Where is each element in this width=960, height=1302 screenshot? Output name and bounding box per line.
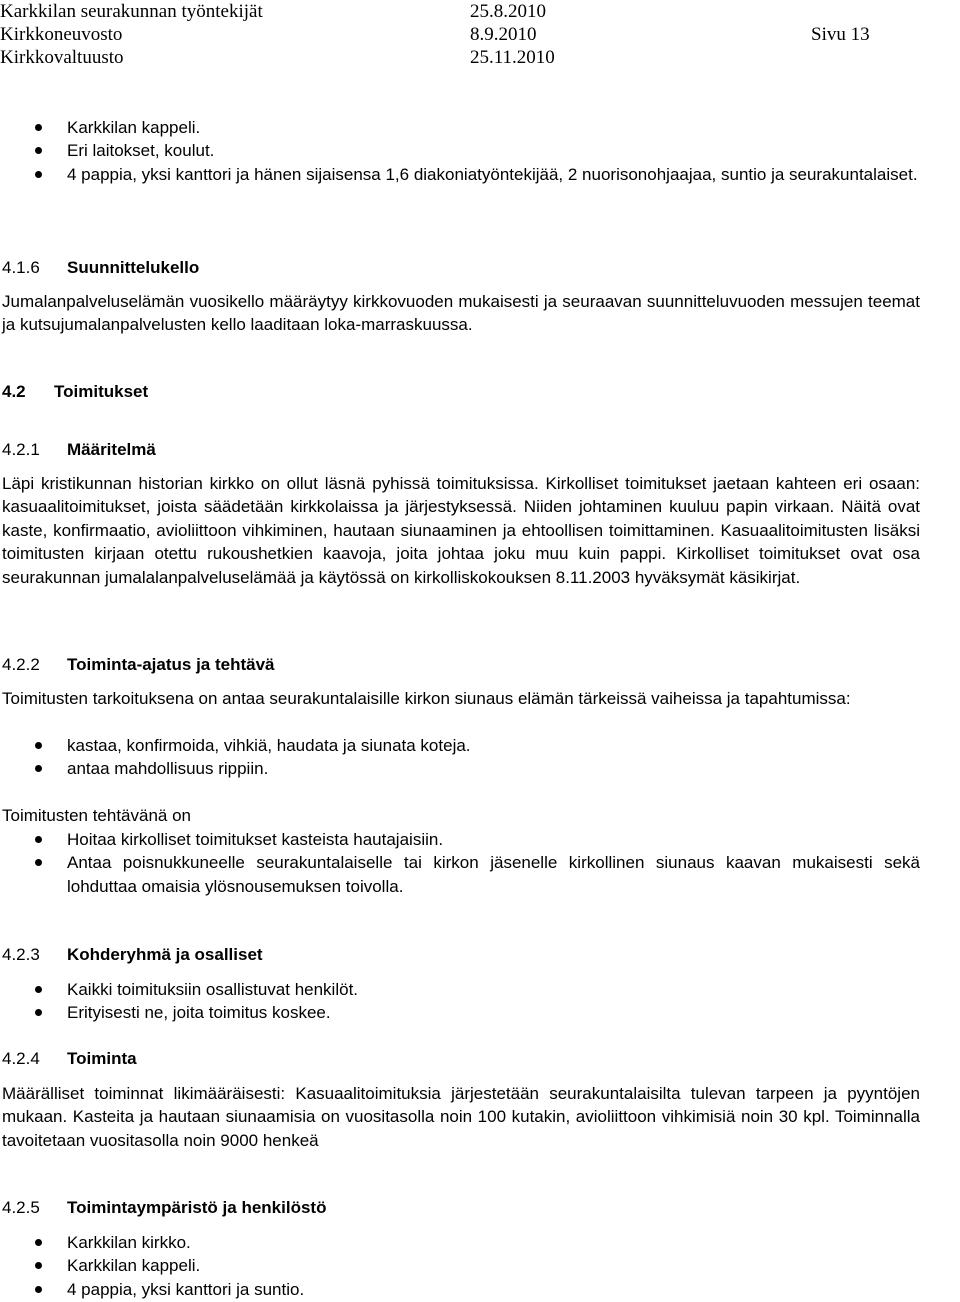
bullet-list-4-2-3 [2, 978, 920, 1025]
header-date-2: 8.9.2010 [470, 24, 537, 45]
top-bullet-list [2, 116, 920, 186]
list-item: Erityisesti ne, joita toimitus koskee. [2, 1001, 920, 1024]
section-intro2-4-2-2: Toimitusten tehtävänä on [2, 806, 192, 825]
section-heading-4-2-1 [2, 438, 156, 461]
section-heading-4-1-6 [2, 256, 199, 279]
header-date-1: 25.8.2010 [470, 1, 546, 22]
section-number: 4.2.4 [2, 1049, 40, 1068]
section-text-4-2-4: Määrälliset toiminnat likimääräisesti: Kasuaalitoimituksia järjestetään seurakuntalaisilta tulevan tarpeen ja pyyntöjen mukaan. Kasteita ja hautaan siunaamisia on vuositasolla noin 100 kutakin, avioliittoon vihkimisiä noin 30 kpl. Toiminnalla tavoitetaan vuositasolla noin 9000 henkeä [2, 1084, 920, 1150]
list-item: Karkkilan kirkko. [2, 1231, 920, 1254]
section-number: 4.1.6 [2, 258, 40, 277]
section-number: 4.2.1 [2, 440, 40, 459]
bullet-list-4-2-5 [2, 1231, 920, 1301]
section-number: 4.2.3 [2, 945, 40, 964]
section-heading-4-2-4 [2, 1047, 137, 1070]
section-text-4-2-1: Läpi kristikunnan historian kirkko on ollut läsnä pyhissä toimituksissa. Kirkolliset toimitukset jaetaan kahteen eri osaan: kasuaalitoimitukset, joista säädetään kirkkolaissa ja järjestyksessä. Niiden johtaminen kuuluu papin virkaan. Näitä ovat kaste, konfirmaatio, avioliittoon vihkiminen, hautaan siunaaminen ja ehtoollisen toimittaminen. Kasuaalitoimitusten lisäksi toimitusten kirjaan otettu rukoushetkien kaavoja, joita johtaa joku muu kuin pappi. Kirkolliset toimitukset ovat osa seurakunnan jumalalanpalveluselämää ja käytössä on kirkolliskokouksen 8.11.2003 hyväksymät käsikirjat. [2, 474, 920, 587]
section-title: Kohderyhmä ja osalliset [67, 945, 263, 964]
section-title: Toimitukset [54, 382, 149, 401]
list-item: antaa mahdollisuus rippiin. [2, 757, 920, 780]
list-item: 4 pappia, yksi kanttori ja suntio. [2, 1278, 920, 1301]
section-title: Suunnittelukello [67, 258, 200, 277]
list-item: Antaa poisnukkuneelle seurakuntalaiselle tai kirkon jäsenelle kirkollinen siunaus kaavan mukaisesti sekä lohduttaa omaisia ylösnousemuksen toivolla. [2, 851, 920, 898]
list-item: 4 pappia, yksi kanttori ja hänen sijaisensa 1,6 diakoniatyöntekijää, 2 nuorisonohjaajaa, suntio ja seurakuntalaiset. [2, 163, 920, 186]
section-heading-4-2-5 [2, 1196, 326, 1219]
header-org-2: Kirkkoneuvosto [0, 24, 123, 45]
header-org-3: Kirkkovaltuusto [0, 47, 124, 68]
section-intro-4-2-2: Toimitusten tarkoituksena on antaa seurakuntalaisille kirkon siunaus elämän tärkeissä vaiheissa ja tapahtumissa: [2, 689, 851, 708]
section-title: Toiminta [67, 1049, 137, 1068]
section-title: Toiminta-ajatus ja tehtävä [67, 655, 275, 674]
list-item: Hoitaa kirkolliset toimitukset kasteista hautajaisiin. [2, 828, 920, 851]
page-number: Sivu 13 [811, 24, 870, 45]
section-title: Määritelmä [67, 440, 156, 459]
header-org-1: Karkkilan seurakunnan työntekijät [0, 1, 263, 22]
list-item: kastaa, konfirmoida, vihkiä, haudata ja siunata koteja. [2, 734, 920, 757]
list-item: Karkkilan kappeli. [2, 116, 920, 139]
list-item: Karkkilan kappeli. [2, 1254, 920, 1277]
list-item: Eri laitokset, koulut. [2, 139, 920, 162]
section-heading-4-2-3 [2, 943, 263, 966]
list-item: Kaikki toimituksiin osallistuvat henkilöt. [2, 978, 920, 1001]
bullet-list-4-2-2-b [2, 828, 920, 898]
section-number: 4.2 [2, 382, 26, 401]
section-text-4-1-6: Jumalanpalveluselämän vuosikello määräytyy kirkkovuoden mukaisesti ja seuraavan suunnitteluvuoden messujen teemat ja kutsujumalanpalvelusten kello laaditaan loka-marraskuussa. [2, 292, 920, 335]
header-date-3: 25.11.2010 [470, 47, 555, 68]
section-heading-4-2 [2, 380, 148, 403]
bullet-list-4-2-2-a [2, 734, 920, 781]
section-heading-4-2-2 [2, 653, 275, 676]
section-number: 4.2.2 [2, 655, 40, 674]
section-number: 4.2.5 [2, 1198, 40, 1217]
section-title: Toimintaympäristö ja henkilöstö [67, 1198, 327, 1217]
